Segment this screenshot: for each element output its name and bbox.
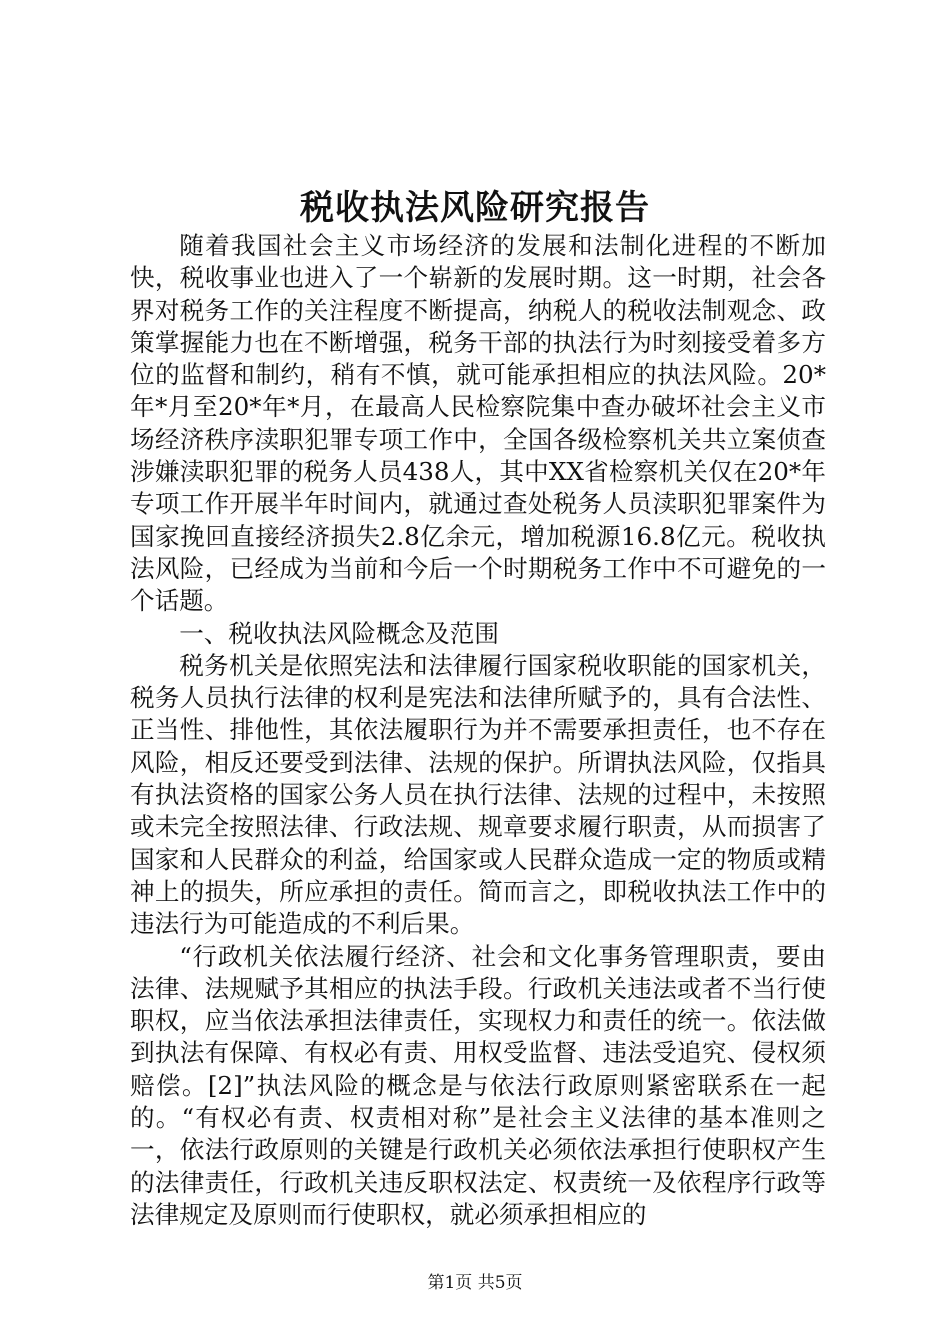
document-title: 税收执法风险研究报告 — [300, 188, 650, 228]
document-body — [130, 230, 826, 1231]
paragraph-quote: “行政机关依法履行经济、社会和文化事务管理职责，要由法律、法规赋予其相应的执法手段。行政机关违法或者不当行使职权，应当依法承担法律责任，实现权力和责任的统一。依法做到执法有保障、有权必有责、用权受监督、违法受追究、侵权须赔偿。[2]”执法风险的概念是与依法行政原则紧密联系在一起的。“有权必有责、权责相对称”是社会主义法律的基本准则之一，依法行政原则的关键是行政机关必须依法承担行使职权产生的法律责任，行政机关违反职权法定、权责统一及依程序行政等法律规定及原则而行使职权，就必须承担相应的 — [130, 941, 826, 1229]
paragraph-definition: 税务机关是依照宪法和法律履行国家税收职能的国家机关，税务人员执行法律的权利是宪法和法律所赋予的，具有合法性、正当性、排他性，其依法履职行为并不需要承担责任，也不存在风险，相反还要受到法律、法规的保护。所谓执法风险，仅指具有执法资格的国家公务人员在执行法律、法规的过程中，未按照或未完全按照法律、行政法规、规章要求履行职责，从而损害了国家和人民群众的利益，给国家或人民群众造成一定的物质或精神上的损失，所应承担的责任。简而言之，即税收执法工作中的违法行为可能造成的不利后果。 — [130, 650, 826, 939]
section-heading-1: 一、税收执法风险概念及范围 — [179, 618, 499, 648]
page-footer: 第1页 共5页 — [427, 1273, 523, 1293]
paragraph-intro: 随着我国社会主义市场经济的发展和法制化进程的不断加快，税收事业也进入了一个崭新的发展时期。这一时期，社会各界对税务工作的关注程度不断提高，纳税人的税收法制观念、政策掌握能力也在不断增强，税务干部的执法行为时刻接受着多方位的监督和制约，稍有不慎，就可能承担相应的执法风险。20*年*月至20*年*月，在最高人民检察院集中查办破坏社会主义市场经济秩序渎职犯罪专项工作中，全国各级检察机关共立案侦查涉嫌渎职犯罪的税务人员438人，其中XX省检察机关仅在20*年专项工作开展半年时间内，就通过查处税务人员渎职犯罪案件为国家挽回直接经济损失2.8亿余元，增加税源16.8亿元。税收执法风险，已经成为当前和今后一个时期税务工作中不可避免的一个话题。 — [130, 231, 826, 616]
